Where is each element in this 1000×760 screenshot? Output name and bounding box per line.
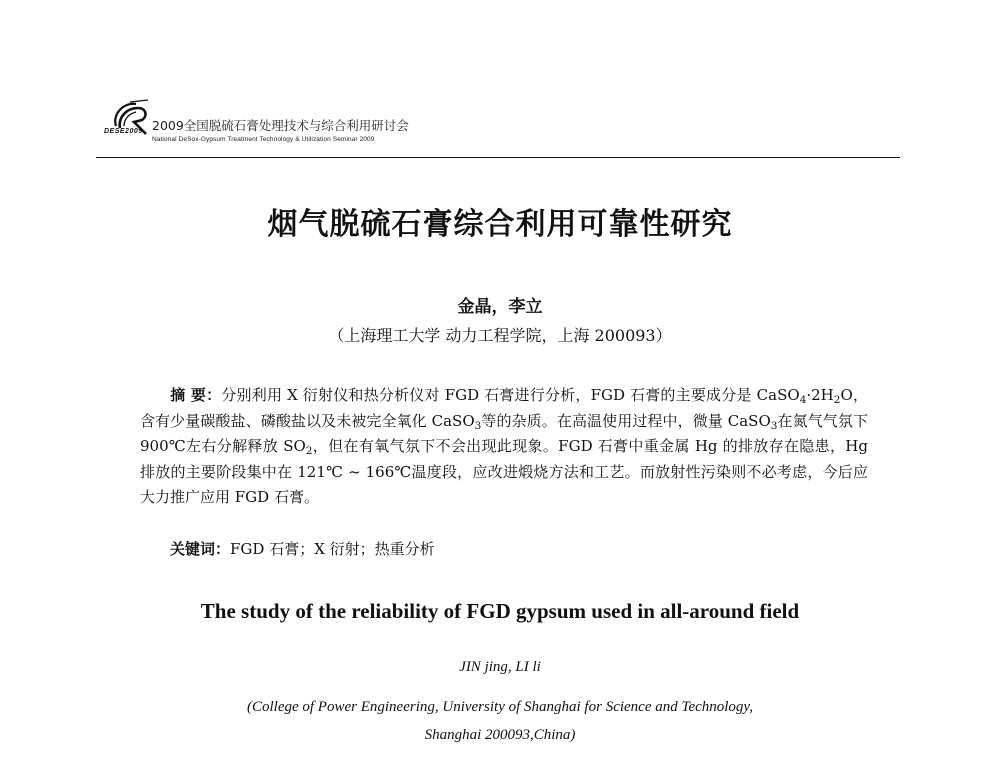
- header-rule: [96, 157, 900, 158]
- authors-cn: 金晶，李立: [457, 297, 543, 317]
- seminar-name-en: National DeSox-Gypsum Treatment Technology & Utilization Seminar 2009: [152, 136, 375, 143]
- logo-wordmark: DESE2009: [104, 128, 143, 135]
- abstract-label: 摘 要：: [170, 386, 222, 404]
- affiliation-en: [0, 693, 1000, 749]
- keywords-label: 关键词：: [170, 540, 231, 558]
- subscript: 2: [305, 445, 313, 458]
- affiliation-en-line1: (College of Power Engineering, University of Shanghai for Science and Technology,: [246, 699, 754, 715]
- abstract-text-1: 分别利用 X 衍射仪和热分析仪对 FGD 石膏进行分析，FGD 石膏的主要成分是 CaSO: [221, 386, 800, 404]
- subscript: 3: [474, 419, 482, 432]
- abstract-text-4: 等的杂质。在高温使用过程中，微量 CaSO: [481, 411, 771, 430]
- abstract-text-6: ，但在有氧气氛下不会出现此现象。FGD 石膏中重金属 Hg 的排放存在隐患，Hg 排放的主要阶段集中在 121℃ ~ 166℃温度段，应改进煅烧方法和工艺。而放射性污染则不必考虑，今后应大力推广应用 FGD 石膏。: [140, 437, 868, 507]
- abstract-text-2: ·2H: [806, 386, 834, 404]
- abstract-cn: [140, 383, 868, 511]
- affiliation-cn: （上海理工大学 动力工程学院，上海 200093）: [328, 326, 672, 345]
- keywords-text: FGD 石膏；X 衍射；热重分析: [230, 540, 435, 558]
- seminar-logo: [106, 96, 156, 146]
- abstract-text-3: O，含有少量碳酸盐、磷酸盐以及未被完全氧化 CaSO: [140, 386, 868, 430]
- keywords: [170, 538, 435, 559]
- authors-en: JIN jing, LI li: [459, 659, 541, 675]
- paper-title-en: The study of the reliability of FGD gypsum used in all-around field: [200, 599, 800, 623]
- abstract-text-5: 在氮气气氛下 900℃左右分解释放 SO: [140, 411, 868, 456]
- affiliation-en-line2: Shanghai 200093,China): [424, 727, 576, 743]
- seminar-header: [96, 92, 896, 162]
- subscript: 2: [833, 394, 841, 407]
- seminar-name-cn: 2009全国脱硫石膏处理技术与综合利用研讨会: [152, 118, 409, 133]
- subscript: 4: [799, 394, 807, 407]
- paper-title-cn: 烟气脱硫石膏综合利用可靠性研究: [267, 207, 733, 242]
- subscript: 3: [770, 419, 778, 432]
